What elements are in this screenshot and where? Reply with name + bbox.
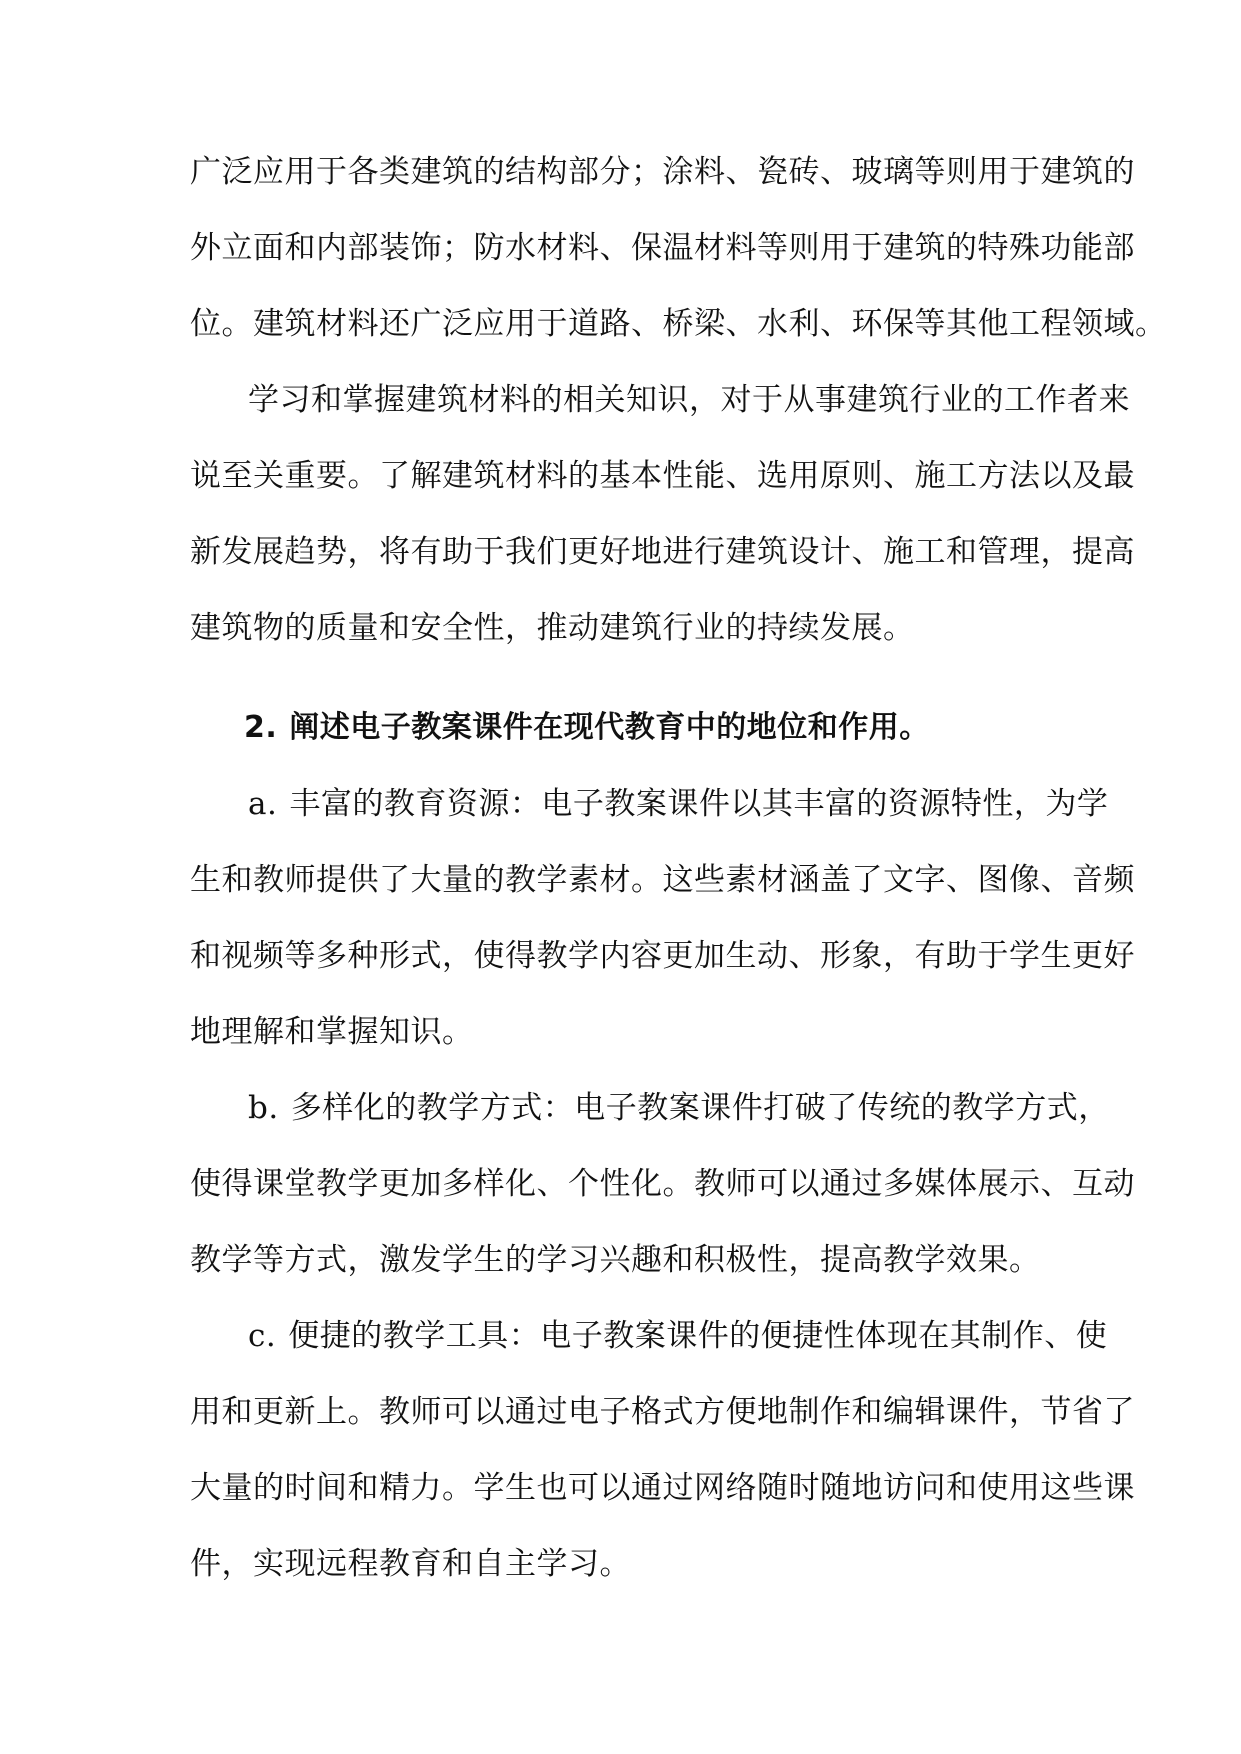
heading-number: 2. (244, 710, 278, 745)
item-label-b: b. (248, 1090, 279, 1126)
item-label-c: c. (248, 1318, 277, 1354)
paragraph-line: 和视频等多种形式，使得教学内容更加生动、形象，有助于学生更好 (190, 938, 1135, 974)
paragraph-line: 用和更新上。教师可以通过电子格式方便地制作和编辑课件，节省了 (190, 1394, 1135, 1430)
paragraph-line: 外立面和内部装饰；防水材料、保温材料等则用于建筑的特殊功能部 (190, 230, 1135, 266)
list-item-c-line (248, 1316, 1108, 1356)
item-label-a: a. (248, 786, 278, 822)
paragraph-line: 位。建筑材料还广泛应用于道路、桥梁、水利、环保等其他工程领域。 (190, 306, 1167, 342)
list-item-b-line (248, 1088, 1110, 1128)
paragraph-line: 学习和掌握建筑材料的相关知识，对于从事建筑行业的工作者来 (248, 382, 1130, 418)
paragraph-line: 教学等方式，激发学生的学习兴趣和积极性，提高教学效果。 (190, 1242, 1041, 1278)
paragraph-line: 使得课堂教学更加多样化、个性化。教师可以通过多媒体展示、互动 (190, 1166, 1135, 1202)
paragraph-line: 生和教师提供了大量的教学素材。这些素材涵盖了文字、图像、音频 (190, 862, 1135, 898)
paragraph-line: 地理解和掌握知识。 (190, 1014, 474, 1050)
paragraph-line: 件，实现远程教育和自主学习。 (190, 1546, 631, 1582)
list-item-a-line (248, 784, 1109, 824)
paragraph-line: 说至关重要。了解建筑材料的基本性能、选用原则、施工方法以及最 (190, 458, 1135, 494)
heading-text: 阐述电子教案课件在现代教育中的地位和作用。 (289, 710, 930, 745)
paragraph-line: 广泛应用于各类建筑的结构部分；涂料、瓷砖、玻璃等则用于建筑的 (190, 154, 1135, 190)
paragraph-line: 建筑物的质量和安全性，推动建筑行业的持续发展。 (190, 610, 915, 646)
paragraph-line: 大量的时间和精力。学生也可以通过网络随时随地访问和使用这些课 (190, 1470, 1135, 1506)
item-text: 便捷的教学工具：电子教案课件的便捷性体现在其制作、使 (288, 1318, 1108, 1354)
section-heading (244, 708, 1114, 748)
item-text: 多样化的教学方式：电子教案课件打破了传统的教学方式， (290, 1090, 1110, 1126)
item-text: 丰富的教育资源：电子教案课件以其丰富的资源特性，为学 (289, 786, 1109, 822)
paragraph-line: 新发展趋势，将有助于我们更好地进行建筑设计、施工和管理，提高 (190, 534, 1135, 570)
